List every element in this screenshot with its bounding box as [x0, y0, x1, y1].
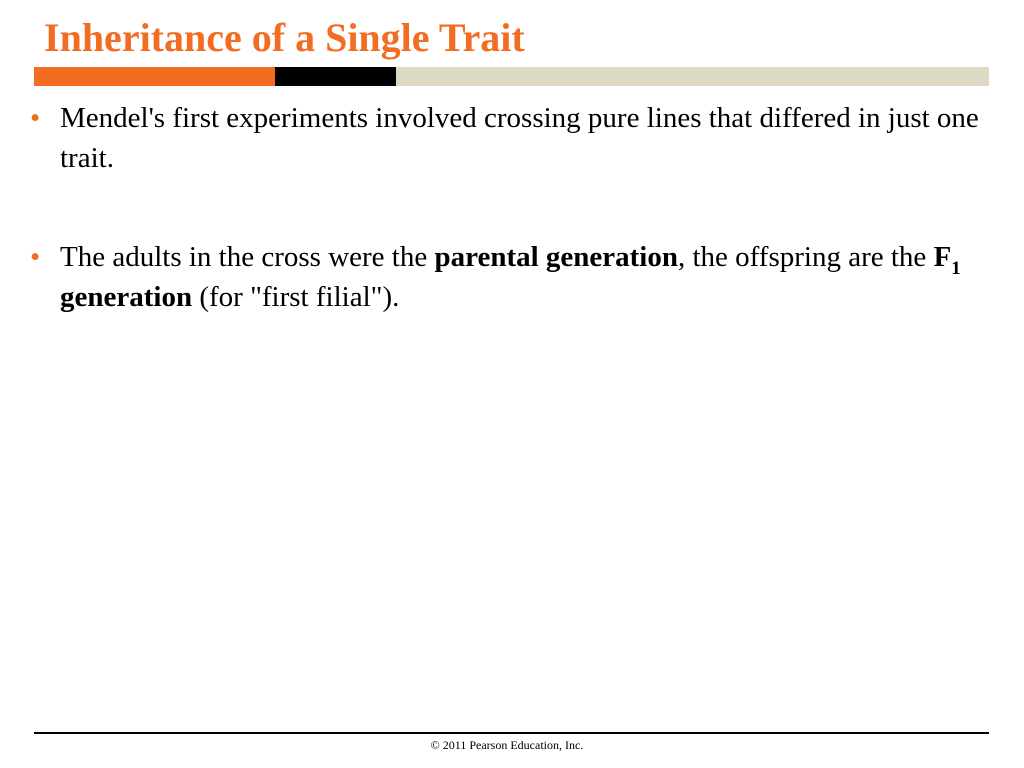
term-f1-subscript: 1: [951, 258, 961, 279]
term-f1-letter: F: [933, 241, 952, 273]
bullet-marker-icon: •: [30, 102, 41, 134]
term-parental-generation: parental generation: [434, 241, 678, 273]
bullet-item: [30, 237, 998, 317]
accent-bar-beige-segment: [396, 67, 989, 86]
bullet-text-segment: (for "first filial").: [192, 281, 400, 313]
bullet-text-segment: , the offspring are the: [678, 241, 934, 273]
bullet-marker-icon: •: [30, 241, 41, 273]
bullet-text: Mendel's first experiments involved crossing pure lines that differed in just one trait.: [60, 102, 979, 174]
term-f1-generation: generation: [60, 281, 193, 313]
bullet-item: [30, 98, 998, 178]
bullet-text-segment: The adults in the cross were the: [60, 241, 435, 273]
slide-title: Inheritance of a Single Trait: [44, 15, 525, 60]
accent-bar-black-segment: [275, 67, 396, 86]
accent-bar-orange-segment: [34, 67, 275, 86]
footer-copyright: © 2011 Pearson Education, Inc.: [430, 738, 584, 752]
title-accent-bar: [34, 67, 989, 86]
footer-divider: [34, 732, 989, 734]
bullet-list: [30, 98, 998, 317]
